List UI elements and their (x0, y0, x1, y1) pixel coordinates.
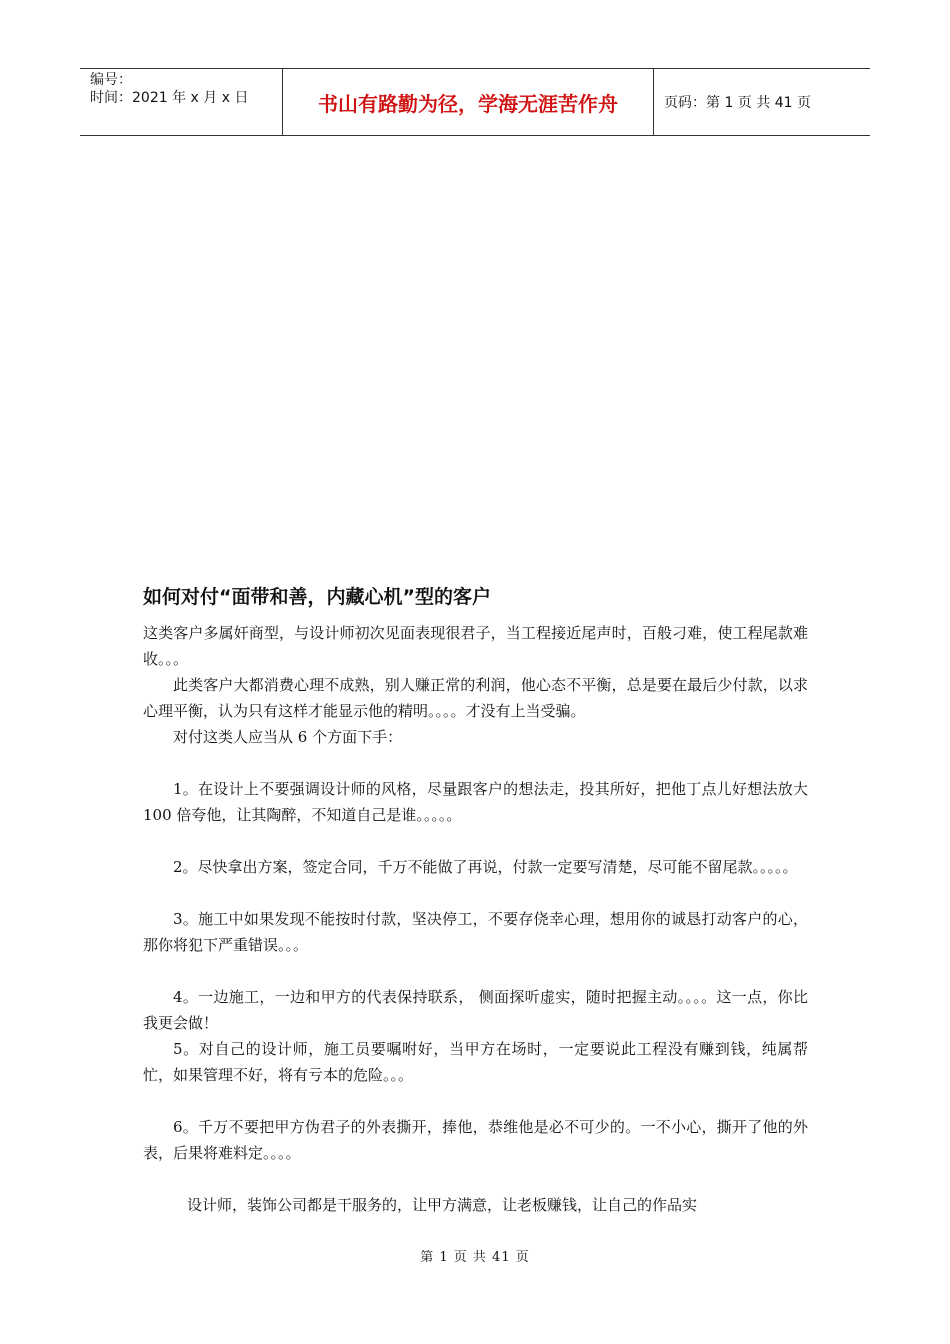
list-item: 1。在设计上不要强调设计师的风格，尽量跟客户的想法走，投其所好，把他丁点儿好想法放大 100 倍夸他，让其陶醉，不知道自己是谁。。。。。 (143, 780, 808, 824)
list-item: 5。对自己的设计师，施工员要嘱咐好，当甲方在场时，一定要说此工程没有赚到钱，纯属帮忙，如果管理不好，将有亏本的危险。。。 (143, 1040, 808, 1084)
time-label: 时间：2021 年 x 月 x 日 (90, 90, 249, 106)
header-motto: 书山有路勤为径，学海无涯苦作舟 (282, 69, 654, 135)
header-left-cell (80, 69, 282, 135)
code-label: 编号： (90, 72, 132, 88)
spacer (143, 1088, 808, 1114)
document-body (143, 620, 808, 1218)
document-header (80, 68, 870, 136)
spacer (143, 958, 808, 984)
spacer (143, 880, 808, 906)
list-item: 4。一边施工，一边和甲方的代表保持联系， 侧面探听虚实，随时把握主动。。。。这一点，你比我更会做！ (143, 988, 808, 1032)
page-footer: 第 1 页 共 41 页 (420, 1250, 530, 1265)
paragraph: 此类客户大都消费心理不成熟，别人赚正常的利润，他心态不平衡，总是要在最后少付款，以求心理平衡，认为只有这样才能显示他的精明。。。。才没有上当受骗。 (143, 676, 808, 720)
list-item: 6。千万不要把甲方伪君子的外表撕开，捧他，恭维他是必不可少的。一不小心，撕开了他的外表，后果将难料定。。。。 (143, 1118, 808, 1162)
spacer (143, 1166, 808, 1192)
document-title: 如何对付“面带和善，内藏心机”型的客户 (143, 586, 491, 608)
paragraph: 对付这类人应当从 6 个方面下手： (173, 728, 403, 746)
paragraph: 这类客户多属奸商型，与设计师初次见面表现很君子，当工程接近尾声时，百般刁难，使工程尾款难收。。。 (143, 624, 808, 668)
header-page-label: 页码：第 1 页 共 41 页 (664, 95, 811, 111)
list-item: 2。尽快拿出方案，签定合同，千万不能做了再说，付款一定要写清楚，尽可能不留尾款。。。。。 (173, 858, 798, 876)
paragraph: 设计师，装饰公司都是干服务的，让甲方满意，让老板赚钱，让自己的作品实 (187, 1196, 698, 1214)
spacer (143, 750, 808, 776)
spacer (143, 828, 808, 854)
list-item: 3。施工中如果发现不能按时付款，坚决停工，不要存侥幸心理，想用你的诚恳打动客户的心，那你将犯下严重错误。。。 (143, 910, 808, 954)
